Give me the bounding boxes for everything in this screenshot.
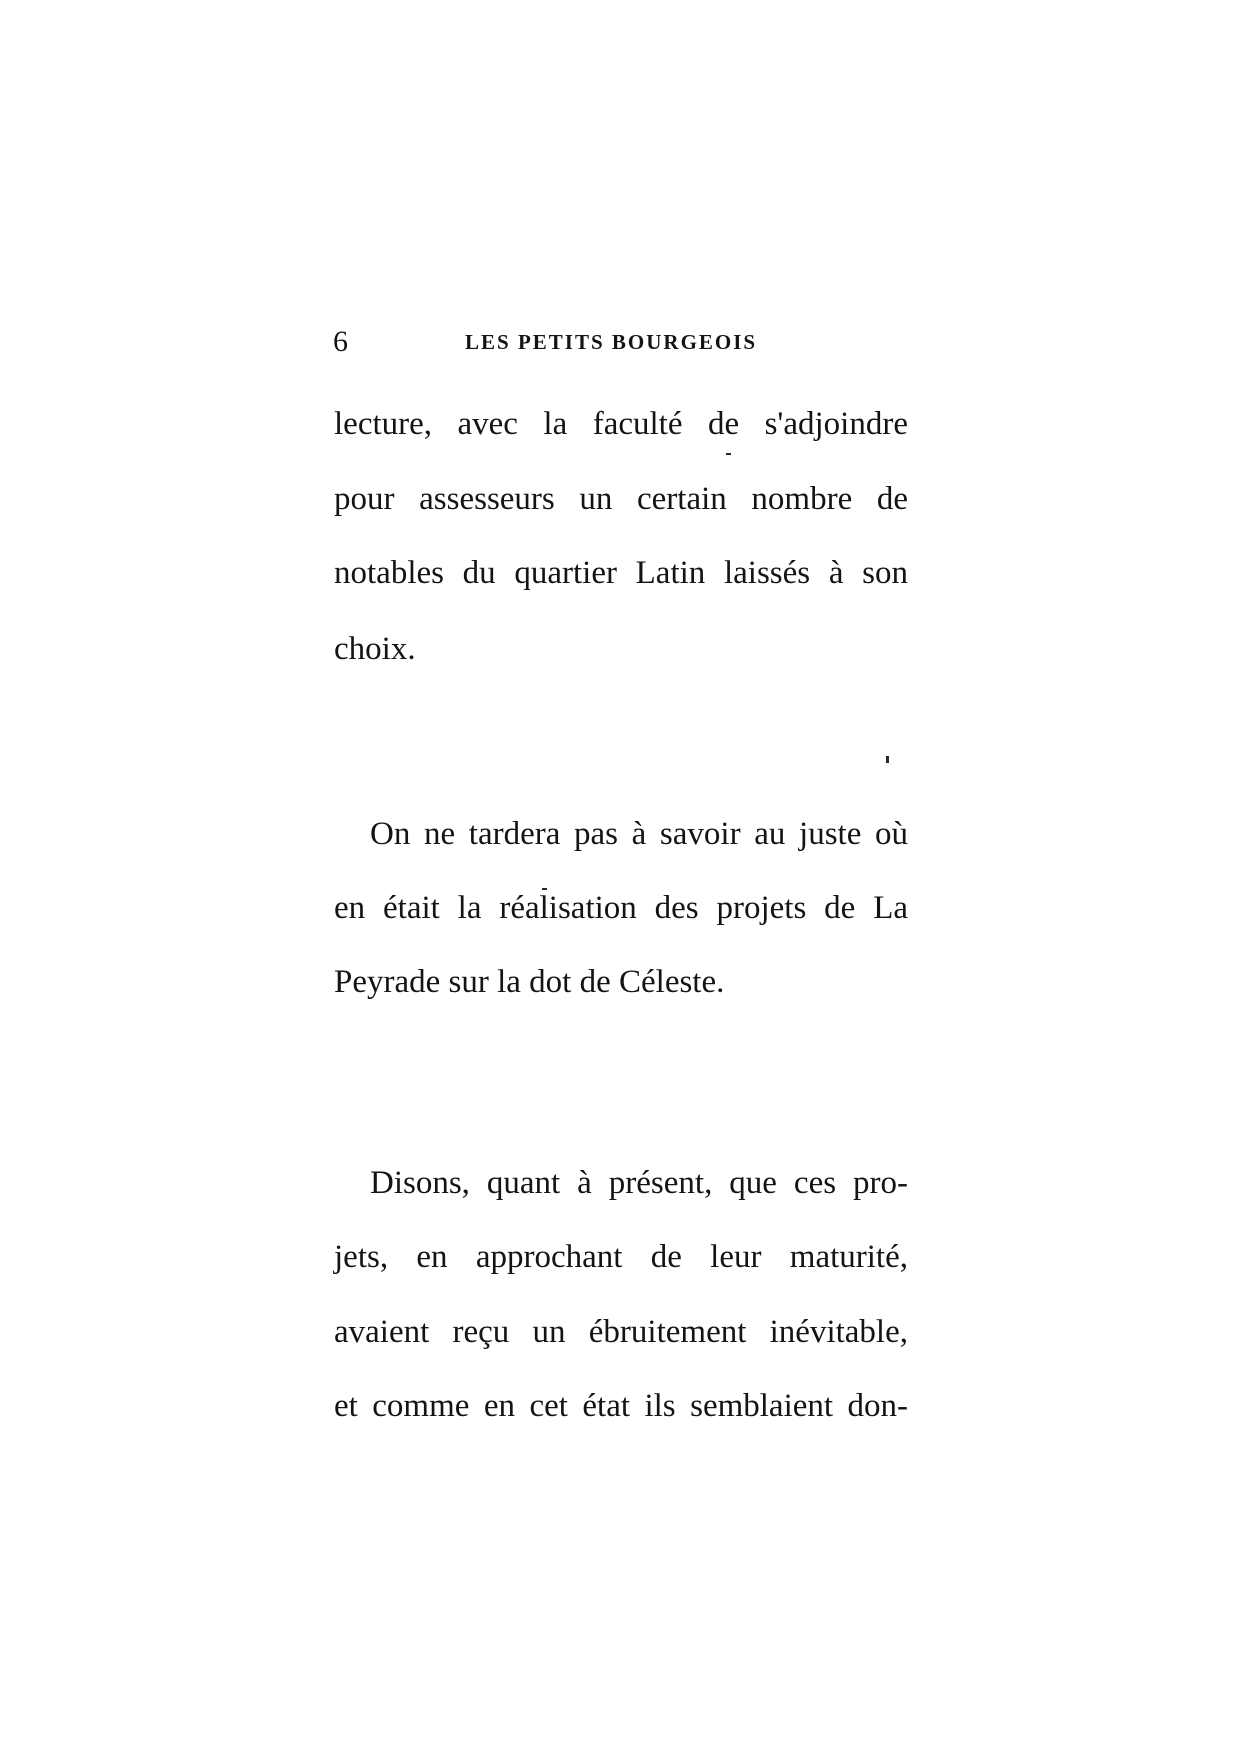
text-line: et comme en cet état ils semblaient don-: [334, 1388, 908, 1424]
running-title: LES PETITS BOURGEOIS: [465, 330, 758, 354]
print-speck: [542, 888, 547, 890]
text-line: choix.: [334, 631, 416, 667]
page-number: 6: [333, 325, 348, 358]
print-speck: [726, 453, 731, 455]
print-speck: [886, 756, 889, 763]
text-line: On ne tardera pas à savoir au juste où: [370, 816, 908, 852]
running-head: [333, 322, 913, 362]
text-line: notables du quartier Latin laissés à son: [334, 555, 908, 591]
text-line: lecture, avec la faculté de s'adjoindre: [334, 406, 908, 442]
text-line: Peyrade sur la dot de Céleste.: [334, 964, 725, 1000]
text-line: pour assesseurs un certain nombre de: [334, 481, 908, 517]
text-line: en était la réalisation des projets de La: [334, 890, 908, 926]
text-line: Disons, quant à présent, que ces pro-: [370, 1165, 908, 1201]
text-line: jets, en approchant de leur maturité,: [334, 1239, 908, 1275]
text-line: avaient reçu un ébruitement inévitable,: [334, 1314, 908, 1350]
